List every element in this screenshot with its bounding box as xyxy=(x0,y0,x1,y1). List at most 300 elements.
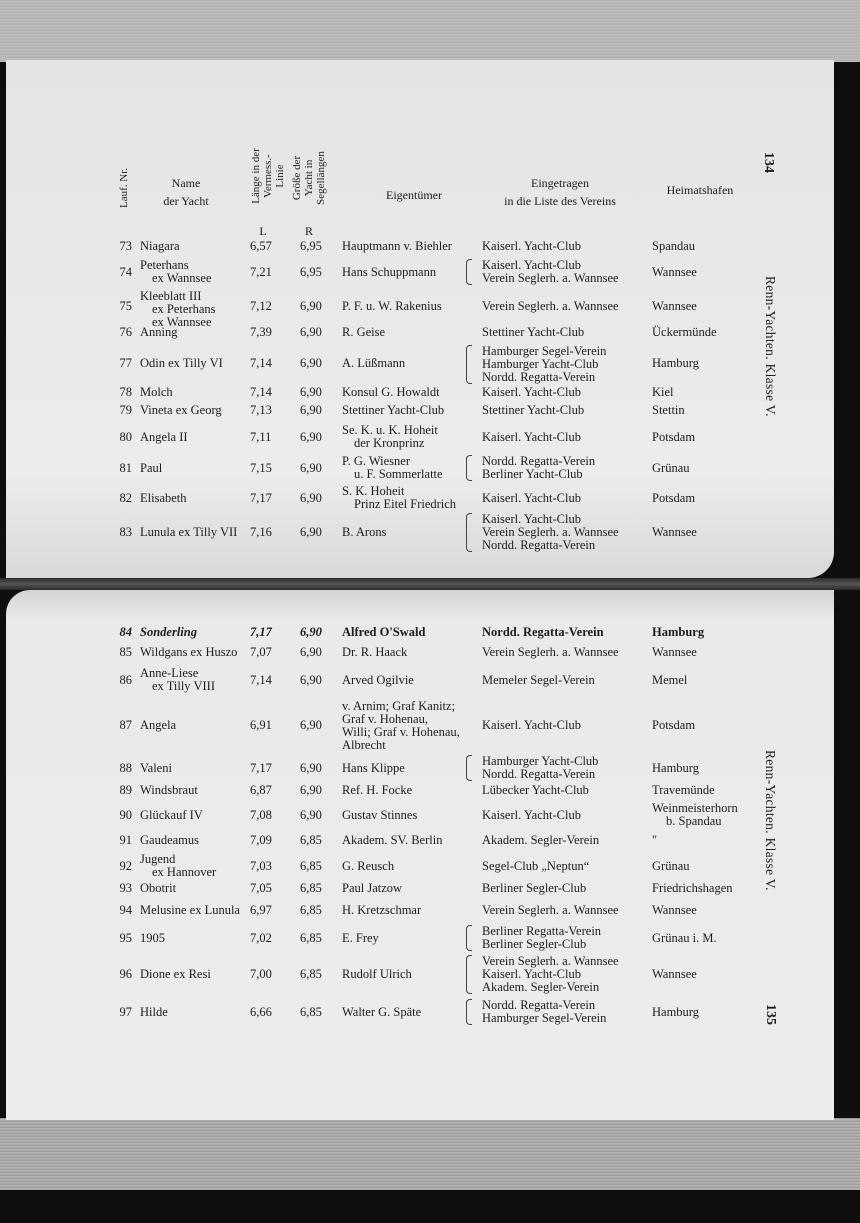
laenge-cell: 7,03 xyxy=(250,858,272,873)
verein-cell xyxy=(482,882,586,895)
heimatshafen-cell xyxy=(652,784,715,797)
lauf-nr-cell: 84 xyxy=(119,624,132,639)
table-row xyxy=(6,344,834,384)
groesse-cell: 6,85 xyxy=(300,858,322,873)
header-laenge xyxy=(250,138,286,214)
verein-cell xyxy=(482,904,619,917)
yacht-name-cell-line: Obotrit xyxy=(140,880,177,895)
heimatshafen-cell xyxy=(652,431,695,444)
verein-cell-line: Kaiserl. Yacht-Club xyxy=(482,258,581,272)
owner-cell-line: Walter G. Späte xyxy=(342,1004,422,1019)
yacht-name-cell-line: Kleeblatt III xyxy=(140,289,202,303)
yacht-name-cell-line: Peterhans xyxy=(140,258,189,272)
laenge-cell: 6,57 xyxy=(250,238,272,253)
heimatshafen-cell xyxy=(652,834,657,847)
laenge-cell: 7,14 xyxy=(250,384,272,399)
groesse-cell: 6,90 xyxy=(300,672,322,687)
laenge-cell: 7,14 xyxy=(250,355,272,370)
yacht-name-cell xyxy=(140,853,216,879)
owner-cell xyxy=(342,646,407,659)
table-row xyxy=(6,802,834,828)
header-laenge-line3: Linie xyxy=(274,164,286,188)
table-row xyxy=(6,998,834,1026)
groesse-cell: 6,90 xyxy=(300,524,322,539)
verein-cell-line: Kaiserl. Yacht-Club xyxy=(482,966,581,981)
table-row xyxy=(6,423,834,451)
verein-cell-line: Nordd. Regatta-Verein xyxy=(482,624,604,639)
laenge-cell: 7,17 xyxy=(250,490,272,505)
heimatshafen-cell-line: " xyxy=(652,832,658,847)
heimatshafen-cell xyxy=(652,526,697,539)
verein-cell xyxy=(482,809,581,822)
page-edges-top xyxy=(0,0,860,62)
owner-cell-line: Stettiner Yacht-Club xyxy=(342,402,445,417)
heimatshafen-cell xyxy=(652,860,690,873)
yacht-name-cell-line: Paul xyxy=(140,460,163,475)
yacht-name-cell-line: ex Tilly VIII xyxy=(152,679,215,693)
header-groesse-line2: Yacht in xyxy=(303,159,315,197)
groesse-cell: 6,90 xyxy=(300,760,322,775)
yacht-name-cell xyxy=(140,492,187,505)
heimatshafen-cell-line: b. Spandau xyxy=(666,814,722,828)
verein-cell-line: Verein Seglerh. a. Wannsee xyxy=(482,271,619,285)
verein-cell-line: Kaiserl. Yacht-Club xyxy=(482,384,581,399)
groesse-cell: 6,85 xyxy=(300,966,322,981)
lauf-nr-cell: 92 xyxy=(119,858,132,873)
yacht-name-cell-line: Lunula ex Tilly VII xyxy=(140,524,238,539)
laenge-cell: 7,08 xyxy=(250,807,272,822)
yacht-name-cell xyxy=(140,626,197,639)
yacht-name-cell-line: Anne-Liese xyxy=(140,666,199,680)
verein-cell-line: Hamburger Yacht-Club xyxy=(482,754,599,768)
yacht-name-cell-line: Windsbraut xyxy=(140,782,198,797)
owner-cell xyxy=(342,700,460,752)
lauf-nr-cell: 95 xyxy=(119,930,132,945)
yacht-name-cell xyxy=(140,834,199,847)
owner-cell xyxy=(342,485,456,511)
yacht-name-cell-line: Gaudeamus xyxy=(140,832,200,847)
owner-cell xyxy=(342,424,438,450)
verein-cell-line: Nordd. Regatta-Verein xyxy=(482,998,596,1012)
heimatshafen-cell xyxy=(652,386,674,399)
groesse-cell: 6,95 xyxy=(300,264,322,279)
owner-cell xyxy=(342,526,386,539)
owner-cell-line: Dr. R. Haack xyxy=(342,644,408,659)
yacht-name-cell-line: Melusine ex Lunula xyxy=(140,902,240,917)
laenge-cell: 6,91 xyxy=(250,717,272,732)
verein-cell-line: Berliner Segler-Club xyxy=(482,880,587,895)
heimatshafen-cell-line: Potsdam xyxy=(652,429,696,444)
table-row xyxy=(6,880,834,896)
owner-cell xyxy=(342,968,412,981)
table-row xyxy=(6,644,834,660)
yacht-name-cell-line: Vineta ex Georg xyxy=(140,402,222,417)
verein-cell xyxy=(482,345,606,384)
yacht-name-cell-line: Sonderling xyxy=(140,624,197,639)
owner-cell-line: u. F. Sommerlatte xyxy=(354,467,443,481)
verein-cell-line: Berliner Segler-Club xyxy=(482,937,587,951)
yacht-name-cell-line: Elisabeth xyxy=(140,490,187,505)
verein-cell xyxy=(482,492,581,505)
table-row xyxy=(6,852,834,880)
page-number-135: 135 xyxy=(763,1004,778,1025)
lauf-nr-cell: 81 xyxy=(119,460,132,475)
groesse-cell: 6,85 xyxy=(300,902,322,917)
owner-cell-line: Willi; Graf v. Hohenau, xyxy=(342,725,460,739)
header-eingetragen-line1: Eingetragen xyxy=(531,176,589,190)
table-row xyxy=(6,453,834,483)
heimatshafen-cell-line: Hamburg xyxy=(652,624,705,639)
verein-cell-line: Kaiserl. Yacht-Club xyxy=(482,511,581,526)
owner-cell-line: Ref. H. Focke xyxy=(342,782,413,797)
verein-cell xyxy=(482,834,599,847)
laenge-cell: 6,87 xyxy=(250,782,272,797)
header-eigentuemer: Eigentümer xyxy=(386,188,442,202)
table-row xyxy=(6,289,834,329)
owner-cell-line: Prinz Eitel Friedrich xyxy=(354,497,457,511)
groesse-cell: 6,90 xyxy=(300,324,322,339)
laenge-cell: 7,15 xyxy=(250,460,272,475)
yacht-name-cell-line: Jugend xyxy=(140,852,176,866)
yacht-name-cell xyxy=(140,259,212,285)
groesse-cell: 6,85 xyxy=(300,880,322,895)
laenge-cell: 7,39 xyxy=(250,324,272,339)
heimatshafen-cell-line: Wannsee xyxy=(652,524,697,539)
owner-cell-line: Se. K. u. K. Hoheit xyxy=(342,423,438,437)
verein-cell-line: Stettiner Yacht-Club xyxy=(482,324,585,339)
verein-cell xyxy=(482,626,604,639)
owner-cell xyxy=(342,326,385,339)
verein-cell xyxy=(482,674,595,687)
lauf-nr-cell: 74 xyxy=(119,264,132,279)
laenge-cell: 7,17 xyxy=(250,624,272,639)
heimatshafen-cell xyxy=(652,674,687,687)
groesse-cell: 6,90 xyxy=(300,644,322,659)
heimatshafen-cell-line: Memel xyxy=(652,672,688,687)
owner-cell-line: R. Geise xyxy=(342,324,386,339)
header-name xyxy=(146,176,226,209)
heimatshafen-cell-line: Hamburg xyxy=(652,355,699,370)
table-row xyxy=(6,258,834,286)
header-groesse xyxy=(291,136,327,220)
laenge-cell: 7,16 xyxy=(250,524,272,539)
heimatshafen-cell-line: Wannsee xyxy=(652,298,697,313)
heimatshafen-cell xyxy=(652,968,697,981)
groesse-cell: 6,90 xyxy=(300,782,322,797)
yacht-name-cell-line: Angela II xyxy=(140,429,188,444)
laenge-cell: 7,14 xyxy=(250,672,272,687)
owner-cell-line: S. K. Hoheit xyxy=(342,484,405,498)
owner-cell xyxy=(342,266,436,279)
owner-cell xyxy=(342,882,402,895)
verein-cell-line: Memeler Segel-Verein xyxy=(482,672,595,687)
heimatshafen-cell xyxy=(652,719,695,732)
owner-cell-line: P. G. Wiesner xyxy=(342,454,411,468)
owner-cell-line: Hauptmann v. Biehler xyxy=(342,238,452,253)
laenge-cell: 6,66 xyxy=(250,1004,272,1019)
owner-cell xyxy=(342,674,414,687)
owner-cell-line: H. Kretzschmar xyxy=(342,902,422,917)
table-row xyxy=(6,238,834,254)
verein-cell-line: Hamburger Segel-Verein xyxy=(482,344,607,358)
owner-cell xyxy=(342,784,412,797)
verein-cell-line: Verein Seglerh. a. Wannsee xyxy=(482,902,619,917)
heimatshafen-cell xyxy=(652,240,695,253)
yacht-name-cell xyxy=(140,386,173,399)
heimatshafen-cell-line: Potsdam xyxy=(652,717,696,732)
owner-cell-line: Gustav Stinnes xyxy=(342,807,418,822)
lauf-nr-cell: 88 xyxy=(119,760,132,775)
verein-cell-line: Nordd. Regatta-Verein xyxy=(482,454,596,468)
brace-mark xyxy=(466,999,472,1025)
verein-cell-line: Verein Seglerh. a. Wannsee xyxy=(482,953,619,968)
laenge-cell: 7,09 xyxy=(250,832,272,847)
owner-cell-line: Hans Klippe xyxy=(342,760,405,775)
page-edges-bottom xyxy=(0,1118,860,1190)
verein-cell-line: Kaiserl. Yacht-Club xyxy=(482,490,581,505)
header-lauf-nr: Lauf. Nr. xyxy=(118,168,130,209)
owner-cell xyxy=(342,860,394,873)
verein-cell-line: Kaiserl. Yacht-Club xyxy=(482,717,581,732)
laenge-cell: 7,00 xyxy=(250,966,272,981)
owner-cell-line: Arved Ogilvie xyxy=(342,672,414,687)
table-row xyxy=(6,924,834,952)
verein-cell xyxy=(482,513,619,552)
table-row xyxy=(6,782,834,798)
verein-cell xyxy=(482,240,581,253)
lauf-nr-cell: 96 xyxy=(119,966,132,981)
verein-cell-line: Akadem. Segler-Verein xyxy=(482,832,600,847)
owner-cell xyxy=(342,386,440,399)
verein-cell-line: Verein Seglerh. a. Wannsee xyxy=(482,524,619,539)
table-row xyxy=(6,624,834,640)
table-row xyxy=(6,954,834,994)
heimatshafen-cell xyxy=(652,802,738,828)
owner-cell xyxy=(342,240,452,253)
header-eingetragen-line2: in die Liste des Vereins xyxy=(504,194,616,208)
yacht-name-cell-line: ex Wannsee xyxy=(152,271,212,285)
owner-cell-line: E. Frey xyxy=(342,930,379,945)
heimatshafen-cell xyxy=(652,326,717,339)
yacht-name-cell xyxy=(140,240,180,253)
verein-cell-line: Segel-Club „Neptun“ xyxy=(482,858,590,873)
yacht-name-cell-line: Odin ex Tilly VI xyxy=(140,355,223,370)
heimatshafen-cell xyxy=(652,462,690,475)
brace-mark xyxy=(466,955,472,994)
page-135 xyxy=(6,590,834,1120)
verein-cell xyxy=(482,404,584,417)
yacht-name-cell xyxy=(140,784,198,797)
heimatshafen-cell xyxy=(652,904,697,917)
yacht-name-cell-line: ex Peterhans xyxy=(152,302,216,316)
groesse-cell: 6,85 xyxy=(300,930,322,945)
owner-cell-line: Konsul G. Howaldt xyxy=(342,384,440,399)
verein-cell xyxy=(482,646,619,659)
groesse-cell: 6,90 xyxy=(300,490,322,505)
heimatshafen-cell-line: Wannsee xyxy=(652,966,697,981)
laenge-cell: 7,11 xyxy=(250,429,272,444)
table-row xyxy=(6,700,834,750)
owner-cell-line: Hans Schuppmann xyxy=(342,264,437,279)
brace-mark xyxy=(466,925,472,951)
table-row xyxy=(6,485,834,511)
owner-cell-line: Rudolf Ulrich xyxy=(342,966,412,981)
heimatshafen-cell-line: Grünau i. M. xyxy=(652,930,717,945)
laenge-cell: 6,97 xyxy=(250,902,272,917)
yacht-name-cell-line: Molch xyxy=(140,384,173,399)
owner-cell-line: Graf v. Hohenau, xyxy=(342,712,428,726)
book-gutter xyxy=(0,578,860,590)
laenge-cell: 7,13 xyxy=(250,402,272,417)
verein-cell xyxy=(482,999,606,1025)
yacht-name-cell-line: Valeni xyxy=(140,760,172,775)
side-title-top: Renn-Yachten. Klasse V. xyxy=(763,276,778,417)
groesse-cell: 6,90 xyxy=(300,460,322,475)
yacht-name-cell-line: ex Wannsee xyxy=(152,315,212,329)
yacht-name-cell-line: Hilde xyxy=(140,1004,168,1019)
brace-mark xyxy=(466,455,472,481)
owner-cell-line: A. Lüßmann xyxy=(342,355,406,370)
yacht-name-cell xyxy=(140,932,165,945)
verein-cell xyxy=(482,386,581,399)
groesse-cell: 6,90 xyxy=(300,384,322,399)
header-heimatshafen: Heimatshafen xyxy=(666,183,734,197)
yacht-name-cell-line: Anning xyxy=(140,324,178,339)
verein-cell-line: Hamburger Yacht-Club xyxy=(482,357,599,371)
header-eingetragen xyxy=(480,176,640,209)
heimatshafen-cell-line: Grünau xyxy=(652,858,690,873)
lauf-nr-cell: 89 xyxy=(119,782,132,797)
yacht-name-cell xyxy=(140,526,237,539)
groesse-cell: 6,85 xyxy=(300,1004,322,1019)
header-groesse-line1: Größe der xyxy=(291,155,303,201)
verein-cell xyxy=(482,259,619,285)
verein-cell xyxy=(482,326,584,339)
owner-cell-line: Paul Jatzow xyxy=(342,880,403,895)
yacht-name-cell xyxy=(140,646,237,659)
brace-mark xyxy=(466,513,472,552)
groesse-cell: 6,95 xyxy=(300,238,322,253)
verein-cell-line: Kaiserl. Yacht-Club xyxy=(482,807,581,822)
header-laenge-line2: Vermess.- xyxy=(262,154,274,198)
header-name-line1: Name xyxy=(171,176,201,190)
lauf-nr-cell: 79 xyxy=(119,402,132,417)
lauf-nr-cell: 87 xyxy=(119,717,132,732)
lauf-nr-cell: 93 xyxy=(119,880,132,895)
header-name-line2: der Yacht xyxy=(163,194,209,208)
groesse-cell: 6,90 xyxy=(300,807,322,822)
yacht-name-cell-line: ex Hannover xyxy=(152,865,217,879)
heimatshafen-cell xyxy=(652,762,699,775)
verein-cell-line: Nordd. Regatta-Verein xyxy=(482,370,596,384)
yacht-name-cell xyxy=(140,968,211,981)
brace-mark xyxy=(466,755,472,781)
lauf-nr-cell: 86 xyxy=(119,672,132,687)
verein-cell-line: Kaiserl. Yacht-Club xyxy=(482,238,581,253)
verein-cell-line: Verein Seglerh. a. Wannsee xyxy=(482,644,619,659)
table-row xyxy=(6,902,834,918)
verein-cell xyxy=(482,719,581,732)
verein-cell-line: Berliner Regatta-Verein xyxy=(482,924,602,938)
verein-cell-line: Verein Seglerh. a. Wannsee xyxy=(482,298,619,313)
header-laenge-line1: Länge in der xyxy=(250,148,262,204)
heimatshafen-cell xyxy=(652,882,733,895)
heimatshafen-cell xyxy=(652,932,717,945)
yacht-name-cell-line: Niagara xyxy=(140,238,180,253)
verein-cell xyxy=(482,925,601,951)
heimatshafen-cell-line: Spandau xyxy=(652,238,696,253)
laenge-cell: 7,02 xyxy=(250,930,272,945)
verein-cell xyxy=(482,300,619,313)
lauf-nr-cell: 82 xyxy=(119,490,132,505)
yacht-name-cell xyxy=(140,904,240,917)
heimatshafen-cell-line: Friedrichshagen xyxy=(652,880,733,895)
verein-cell-line: Hamburger Segel-Verein xyxy=(482,1011,607,1025)
heimatshafen-cell-line: Wannsee xyxy=(652,902,697,917)
groesse-cell: 6,90 xyxy=(300,717,322,732)
owner-cell xyxy=(342,455,443,481)
lauf-nr-cell: 76 xyxy=(119,324,132,339)
side-title-bottom: Renn-Yachten. Klasse V. xyxy=(763,750,778,891)
laenge-cell: 7,07 xyxy=(250,644,272,659)
yacht-name-cell-line: 1905 xyxy=(140,930,165,945)
heimatshafen-cell-line: Travemünde xyxy=(652,782,715,797)
heimatshafen-cell xyxy=(652,266,697,279)
verein-cell xyxy=(482,955,619,994)
table-row xyxy=(6,754,834,782)
owner-cell xyxy=(342,404,444,417)
yacht-name-cell xyxy=(140,326,178,339)
verein-cell xyxy=(482,784,589,797)
owner-cell xyxy=(342,904,421,917)
lauf-nr-cell: 97 xyxy=(119,1004,132,1019)
verein-cell xyxy=(482,455,595,481)
yacht-name-cell xyxy=(140,1006,168,1019)
yacht-name-cell xyxy=(140,462,162,475)
table-row xyxy=(6,512,834,552)
lauf-nr-cell: 91 xyxy=(119,832,132,847)
yacht-name-cell-line: Angela xyxy=(140,717,177,732)
heimatshafen-cell xyxy=(652,300,697,313)
yacht-name-cell xyxy=(140,882,176,895)
verein-cell-line: Stettiner Yacht-Club xyxy=(482,402,585,417)
lauf-nr-cell: 73 xyxy=(119,238,132,253)
lauf-nr-cell: 75 xyxy=(119,298,132,313)
groesse-cell: 6,90 xyxy=(300,429,322,444)
lauf-nr-cell: 90 xyxy=(119,807,132,822)
verein-cell xyxy=(482,860,589,873)
groesse-cell: 6,90 xyxy=(300,402,322,417)
groesse-cell: 6,85 xyxy=(300,832,322,847)
owner-cell xyxy=(342,834,442,847)
owner-cell xyxy=(342,1006,421,1019)
table-row xyxy=(6,384,834,400)
heimatshafen-cell-line: Wannsee xyxy=(652,644,697,659)
laenge-cell: 7,12 xyxy=(250,298,272,313)
heimatshafen-cell-line: Wannsee xyxy=(652,264,697,279)
yacht-name-cell xyxy=(140,667,215,693)
owner-cell-line: G. Reusch xyxy=(342,858,395,873)
verein-cell xyxy=(482,431,581,444)
laenge-cell: 7,05 xyxy=(250,880,272,895)
heimatshafen-cell-line: Hamburg xyxy=(652,760,699,775)
lauf-nr-cell: 83 xyxy=(119,524,132,539)
header-l: L xyxy=(259,224,267,238)
verein-cell-line: Nordd. Regatta-Verein xyxy=(482,537,596,552)
heimatshafen-cell xyxy=(652,357,699,370)
yacht-name-cell xyxy=(140,719,176,732)
owner-cell xyxy=(342,300,442,313)
